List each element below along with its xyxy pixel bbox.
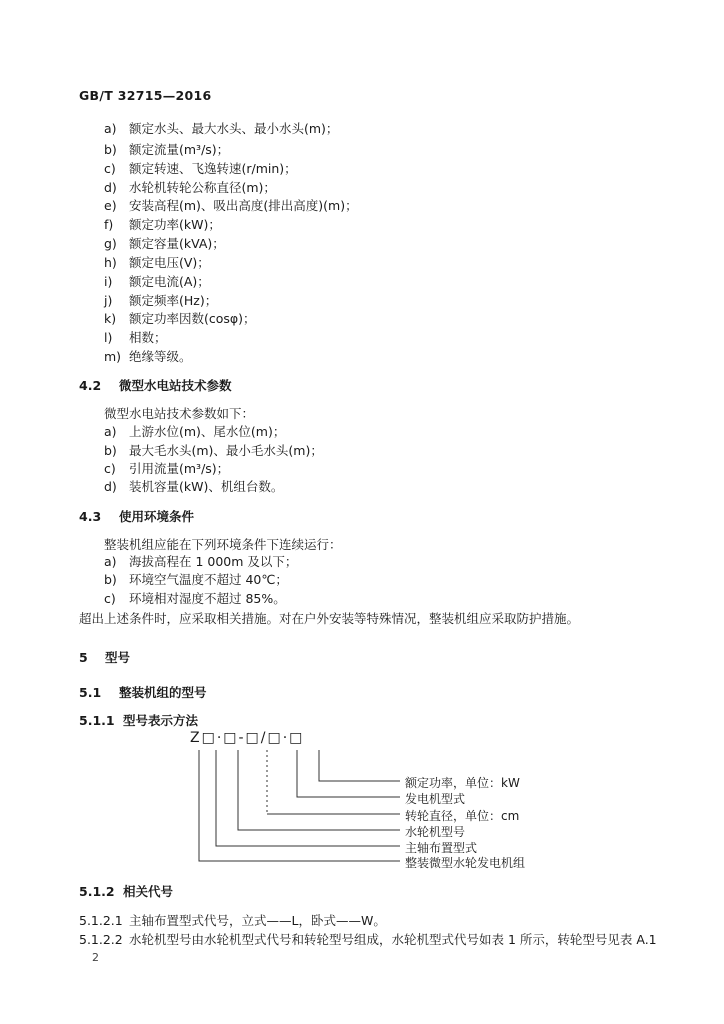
diagram-label-turbine-model: 水轮机型号 [405, 825, 466, 839]
diagram-label-generator-type: 发电机型式 [405, 792, 466, 806]
paragraph: 微型水电站技术参数如下： [104, 406, 255, 421]
section-heading-4-3: 4.3 使用环境条件 [79, 509, 195, 524]
page-number: 2 [92, 951, 99, 964]
diagram-label-unit: 整装微型水轮发电机组 [405, 856, 526, 870]
document-page: GB/T 32715—2016 a) 额定水头、最大水头、最小水头(m)； b) 额定流量(m³/s)； c) 额定转速、飞逸转速(r/min)； d) 水轮机转轮公称直径(m)； e) 安装高程(m)、吸出高度(排出高度)(m)； f) 额定功率(kW)； g) 额定容量(kVA)； h) 额定电压(V)； i) 额定电流(A)； j) 额定频率(Hz)； k) 额定功率因数(cosφ)； l) 相数； m) 绝缘等级。 4.2 微型水电站技术参数 微型水电站技术参数如下： a) 上游水位(m)、尾水位(m)； b) 最大毛水头(m)、最小毛水头(m)； c) 引用流量(m³/s)； d) 装机容量(kW)、机组台数。 4.3 使用环境条件 整装机组应能在下列环境条件下连续运行： a) 海拔高程在 1 000m 及以下； b) 环境空气温度不超过 40℃； c) 环境相对湿度不超过 85%。 超出上述条件时，应采取相关措施。对在户外安装等特殊情况，整装机组应采取防护措施。 5 型号 5.1 整装机组的型号 5.1.1 型号表示方法 Z□·□-□/□·□ 额定功率，单位：kW 发电机型式 转轮直径，单位：cm 水轮机型号 主轴布置型式 整装微型水轮发电机组 5.1.2 相关代号 5.1.2.1 主轴布置型式代号，立式——L，卧式——W。 5.1.2.2 水轮机型号由水轮机型式代号和转轮型号组成，水轮机型式代号如表 1 所示，转轮型号见表 A.1 2 [79, 88, 657, 964]
section-heading-4-2: 4.2 微型水电站技术参数 [79, 378, 232, 393]
clause-5-1-2-1: 5.1.2.1 主轴布置型式代号，立式——L，卧式——W。 [79, 913, 386, 928]
clause-5-1-2-2: 5.1.2.2 水轮机型号由水轮机型式代号和转轮型号组成，水轮机型式代号如表 1 所示，转轮型号见表 A.1 [79, 932, 657, 947]
section-heading-5-1-1: 5.1.1 型号表示方法 [79, 713, 199, 728]
section-heading-5-1: 5.1 整装机组的型号 [79, 685, 207, 700]
paragraph-note: 超出上述条件时，应采取相关措施。对在户外安装等特殊情况，整装机组应采取防护措施。 [79, 611, 580, 626]
paragraph: 整装机组应能在下列环境条件下连续运行： [104, 537, 342, 552]
diagram-label-rated-power: 额定功率，单位：kW [405, 776, 520, 790]
model-designation-diagram [190, 730, 530, 870]
section-heading-5-1-2: 5.1.2 相关代号 [79, 884, 174, 899]
designation-leader-lines [190, 730, 530, 870]
standard-number: GB/T 32715—2016 [79, 88, 212, 103]
diagram-label-runner-diameter: 转轮直径，单位：cm [405, 809, 520, 823]
designation-formula: Z□·□-□/□·□ [190, 730, 305, 746]
diagram-label-shaft-arrangement: 主轴布置型式 [405, 841, 478, 855]
chapter-heading-5: 5 型号 [79, 650, 131, 665]
